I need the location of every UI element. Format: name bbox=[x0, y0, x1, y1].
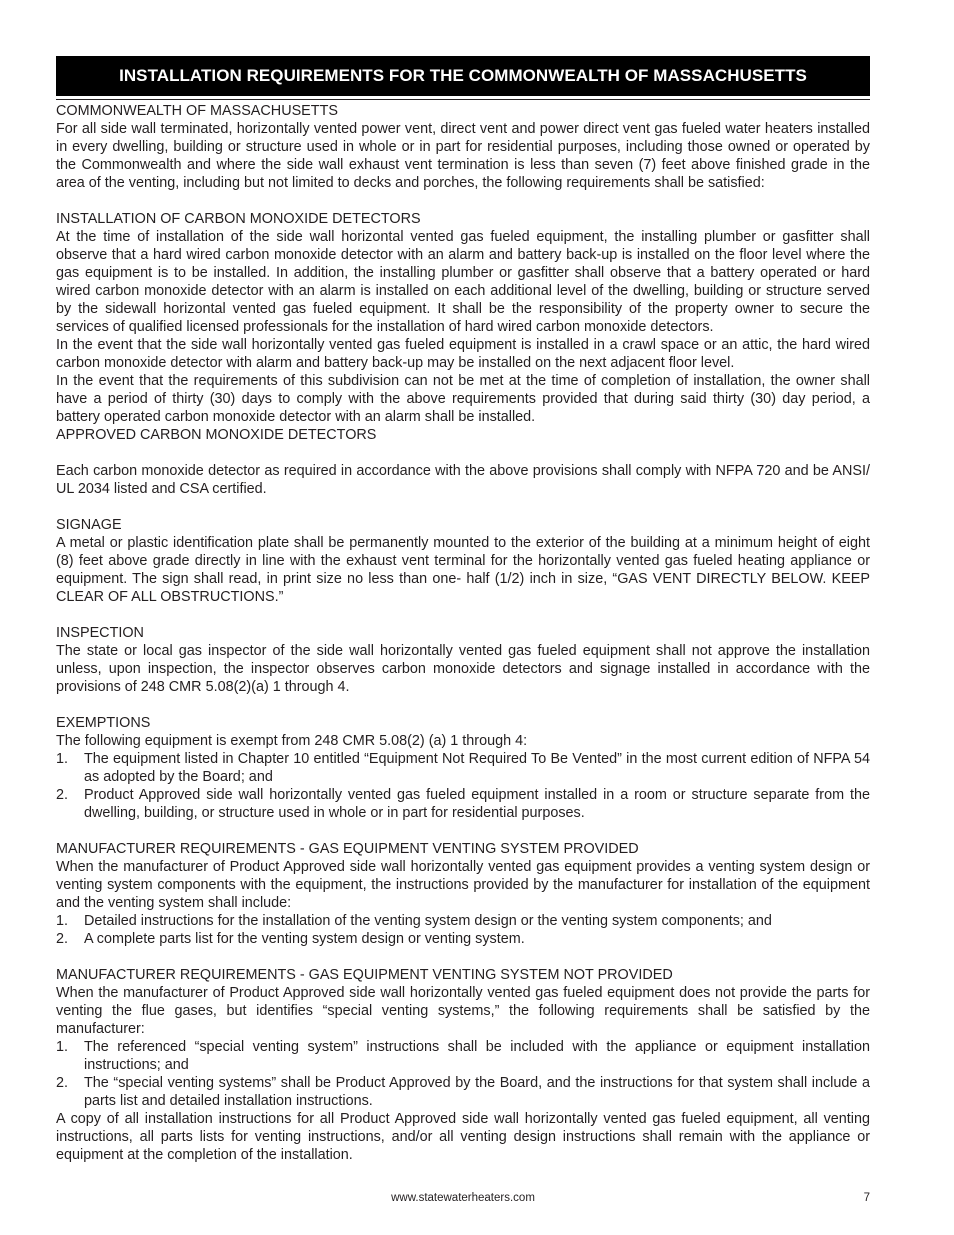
mfr-not-provided-list bbox=[56, 1038, 870, 1110]
list-item-number: 1. bbox=[56, 913, 69, 929]
section-text-mfr-not-provided: When the manufacturer of Product Approved side wall horizontally vented gas fueled equipment does not provide the parts for venting the flue gases, but identifies “special venting systems,” the following requirements shall be satisfied by the manufacturer: bbox=[56, 985, 870, 1037]
section-text-closing: A copy of all installation instructions for all Product Approved side wall horizontally vented gas fueled equipment, all venting instructions, all parts lists for venting instructions, and/or all venting design instructions shall remain with the appliance or equipment at the completion of the installation. bbox=[56, 1111, 870, 1163]
list-item-number: 1. bbox=[56, 751, 69, 767]
list-item bbox=[56, 750, 870, 786]
list-item bbox=[56, 1074, 870, 1110]
section-heading-commonwealth: COMMONWEALTH OF MASSACHUSETTS bbox=[56, 103, 338, 119]
section-heading-co-installation: INSTALLATION OF CARBON MONOXIDE DETECTORS bbox=[56, 211, 421, 227]
section-text-co-approved: Each carbon monoxide detector as required in accordance with the above provisions shall comply with NFPA 720 and be ANSI/ UL 2034 listed and CSA certified. bbox=[56, 463, 870, 497]
list-item-number: 1. bbox=[56, 1039, 69, 1055]
page-title: INSTALLATION REQUIREMENTS FOR THE COMMONWEALTH OF MASSACHUSETTS bbox=[56, 56, 870, 96]
section-text-signage: A metal or plastic identification plate shall be permanently mounted to the exterior of the building at a minimum height of eight (8) feet above grade directly in line with the exhaust vent terminal for the horizontally vented gas fueled heating appliance or equipment. The sign shall read, in print size no less than one- half (1/2) inch in size, “GAS VENT DIRECTLY BELOW. KEEP CLEAR OF ALL OBSTRUCTIONS.” bbox=[56, 535, 870, 605]
list-item-text: The equipment listed in Chapter 10 entitled “Equipment Not Required To Be Vented” in the most current edition of NFPA 54 as adopted by the Board; and bbox=[84, 751, 870, 785]
section-text-mfr-provided: When the manufacturer of Product Approved side wall horizontally vented gas equipment provides a venting system design or venting system components with the equipment, the instructions provided by the manufacturer for installation of the equipment and the venting system shall include: bbox=[56, 859, 870, 911]
section-text-co-installation: At the time of installation of the side wall horizontal vented gas fueled equipment, the installing plumber or gasfitter shall observe that a hard wired carbon monoxide detector with an alarm and battery back-up is installed on the floor level where the gas equipment is to be installed. In addition, the installing plumber or gasfitter shall observe that a battery operated or hard wired carbon monoxide detector with an alarm is installed on each additional level of the dwelling, building or structure served by the sidewall horizontal vented gas fueled equipment. It shall be the responsibility of the property owner to secure the services of qualified licensed professionals for the installation of hard wired carbon monoxide detectors. bbox=[56, 229, 870, 335]
list-item-number: 2. bbox=[56, 1075, 69, 1091]
section-text-co-deadline: In the event that the requirements of this subdivision can not be met at the time of completion of installation, the owner shall have a period of thirty (30) days to comply with the above requirements provided that during said thirty (30) day period, a battery operated carbon monoxide detector with an alarm shall be installed. bbox=[56, 373, 870, 425]
list-item-text: A complete parts list for the venting system design or venting system. bbox=[84, 931, 525, 947]
section-heading-exemptions: EXEMPTIONS bbox=[56, 715, 151, 731]
title-divider bbox=[56, 99, 870, 100]
footer-url: www.statewaterheaters.com bbox=[391, 1192, 535, 1204]
section-heading-mfr-provided: MANUFACTURER REQUIREMENTS - GAS EQUIPMENT VENTING SYSTEM PROVIDED bbox=[56, 841, 639, 857]
section-text-commonwealth: For all side wall terminated, horizontally vented power vent, direct vent and power direct vent gas fueled water heaters installed in every dwelling, building or structure used in whole or in part for residential purposes, including those owned or operated by the Commonwealth and where the side wall exhaust vent termination is less than seven (7) feet above finished grade in the area of the venting, including but not limited to decks and porches, the following requirements shall be satisfied: bbox=[56, 121, 870, 191]
section-text-exemptions: The following equipment is exempt from 248 CMR 5.08(2) (a) 1 through 4: bbox=[56, 733, 528, 749]
page-number: 7 bbox=[863, 1192, 870, 1204]
list-item-number: 2. bbox=[56, 931, 69, 947]
list-item bbox=[56, 786, 870, 822]
exemptions-list bbox=[56, 750, 870, 822]
list-item bbox=[56, 912, 870, 930]
section-text-co-crawlspace: In the event that the side wall horizontally vented gas fueled equipment is installed in a crawl space or an attic, the hard wired carbon monoxide detector with alarm and battery back-up may be installed on the next adjacent floor level. bbox=[56, 337, 870, 371]
section-heading-mfr-not-provided: MANUFACTURER REQUIREMENTS - GAS EQUIPMENT VENTING SYSTEM NOT PROVIDED bbox=[56, 967, 673, 983]
list-item-text: Detailed instructions for the installation of the venting system design or the venting system components; and bbox=[84, 913, 772, 929]
section-text-inspection: The state or local gas inspector of the side wall horizontally vented gas fueled equipment shall not approve the installation unless, upon inspection, the inspector observes carbon monoxide detectors and signage installed in accordance with the provisions of 248 CMR 5.08(2)(a) 1 through 4. bbox=[56, 643, 870, 695]
section-heading-co-approved: APPROVED CARBON MONOXIDE DETECTORS bbox=[56, 427, 377, 443]
section-heading-signage: SIGNAGE bbox=[56, 517, 122, 533]
document-body bbox=[56, 102, 870, 1164]
list-item bbox=[56, 1038, 870, 1074]
list-item-text: The referenced “special venting system” instructions shall be included with the appliance or equipment installation instructions; and bbox=[84, 1039, 870, 1073]
section-heading-inspection: INSPECTION bbox=[56, 625, 144, 641]
list-item-text: The “special venting systems” shall be Product Approved by the Board, and the instructions for that system shall include a parts list and detailed installation instructions. bbox=[84, 1075, 870, 1109]
list-item-number: 2. bbox=[56, 787, 69, 803]
mfr-provided-list bbox=[56, 912, 870, 948]
list-item-text: Product Approved side wall horizontally vented gas fueled equipment installed in a room or structure separate from the dwelling, building, or structure used in whole or in part for residential purposes. bbox=[84, 787, 870, 821]
list-item bbox=[56, 930, 870, 948]
